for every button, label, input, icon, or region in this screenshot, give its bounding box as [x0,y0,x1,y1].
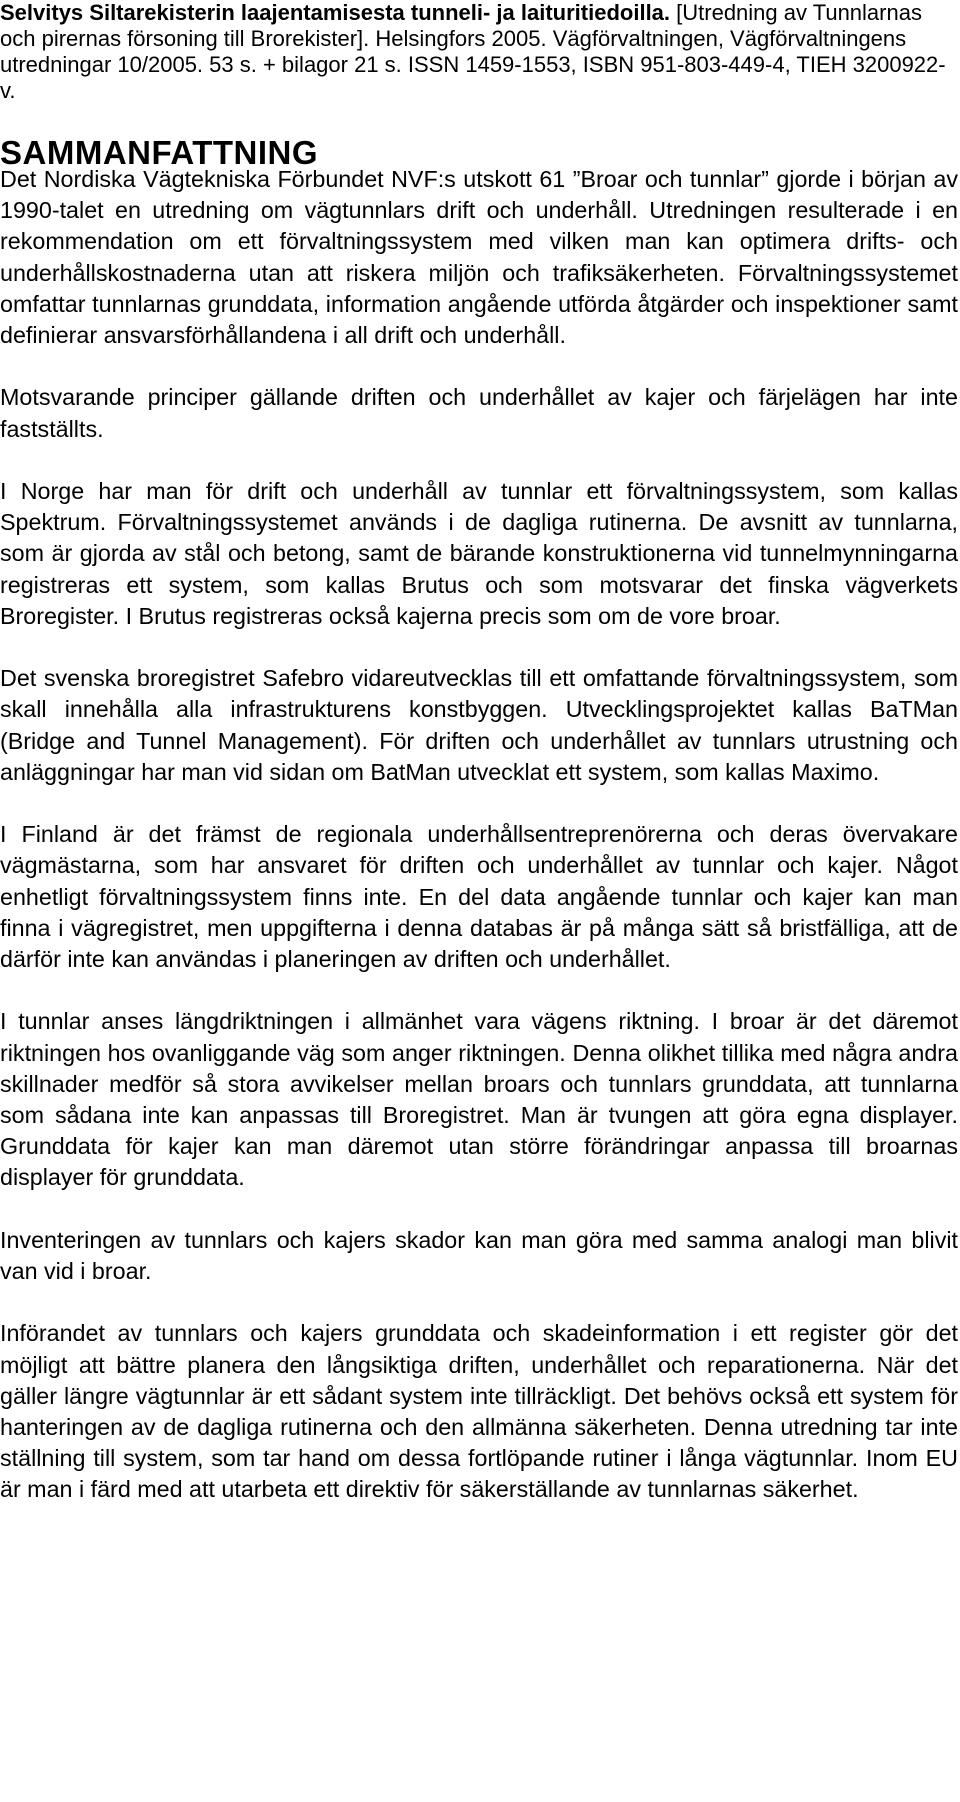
reference-details: [Utredning av Tunnlarnas och pirernas försoning till Brorekister]. Helsingfors 2005. Vägförvaltningen, Vägförvaltningens utredningar 10/2005. 53 s. + bilagor 21 s. ISSN 1459-1553, ISBN 951-803-449-4, TIEH 3200922-v. [0,0,946,103]
summary-paragraph-1: Det Nordiska Vägtekniska Förbundet NVF:s utskott 61 ”Broar och tunnlar” gjorde i början av 1990-talet en utredning om vägtunnlars drift och underhåll. Utredningen resulterade i en rekommendation om ett förvaltningssystem med vilken man kan optimera drifts- och underhållskostnaderna utan att riskera miljön och trafiksäkerheten. Förvaltningssystemet omfattar tunnlarnas grunddata, information angående utförda åtgärder och inspektioner samt definierar ansvarsförhållandena i all drift och underhåll. [0,166,958,349]
summary-body [0,164,958,1506]
summary-paragraph-3: I Norge har man för drift och underhåll av tunnlar ett förvaltningssystem, som kallas Spektrum. Förvaltningssystemet används i de dagliga rutinerna. De avsnitt av tunnlarna, som är gjorda av stål och betong, samt de bärande konstruktionerna vid tunnelmynningarna registreras ett system, som kallas Brutus och som motsvarar det finska vägverkets Broregister. I Brutus registreras också kajerna precis som om de vore broar. [0,478,958,629]
summary-paragraph-8: Införandet av tunnlars och kajers grunddata och skadeinformation i ett register gör det möjligt att bättre planera den långsiktiga driften, underhållet och reparationerna. När det gäller längre vägtunnlar är ett sådant system inte tillräckligt. Det behövs också ett system för hanteringen av de dagliga rutinerna och den allmänna säkerheten. Denna utredning tar inte ställning till system, som tar hand om dessa fortlöpande rutiner i långa vägtunnlar. Inom EU är man i färd med att utarbeta ett direktiv för säkerställande av tunnlarnas säkerhet. [0,1320,958,1503]
bibliographic-reference [0,0,960,104]
summary-paragraph-6: I tunnlar anses längdriktningen i allmänhet vara vägens riktning. I broar är det däremot riktningen hos ovanliggande väg som anger riktningen. Denna olikhet tillika med några andra skillnader medför så stora avvikelser mellan broars och tunnlars grunddata, att tunnlarna som sådana inte kan anpassas till Broregistret. Man är tvungen att göra egna displayer. Grunddata för kajer kan man däremot utan större förändringar anpassa till broarnas displayer för grunddata. [0,1008,958,1191]
summary-paragraph-4: Det svenska broregistret Safebro vidareutvecklas till ett omfattande förvaltningssystem, som skall innehålla alla infrastrukturens konstbyggen. Utvecklingsprojektet kallas BaTMan (Bridge and Tunnel Management). För driften och underhållet av tunnlars utrustning och anläggningar har man vid sidan om BatMan utvecklat ett system, som kallas Maximo. [0,665,958,785]
summary-paragraph-2: Motsvarande principer gällande driften och underhållet av kajer och färjelägen har inte fastställts. [0,384,958,442]
reference-title: Selvitys Siltarekisterin laajentamisesta tunneli- ja laituritiedoilla. [0,0,671,25]
summary-paragraph-7: Inventeringen av tunnlars och kajers skador kan man göra med samma analogi man blivit van vid i broar. [0,1226,958,1285]
summary-paragraph-5: I Finland är det främst de regionala underhållsentreprenörerna och deras övervakare vägmästarna, som har ansvaret för driften och underhållet av tunnlar och kajer. Något enhetligt förvaltningssystem finns inte. En del data angående tunnlar och kajer kan man finna i vägregistret, men uppgifterna i denna databas är på många sätt så bristfälliga, att de därför inte kan användas i planeringen av driften och underhållet. [0,821,958,973]
section-heading: SAMMANFATTNING [0,134,319,171]
